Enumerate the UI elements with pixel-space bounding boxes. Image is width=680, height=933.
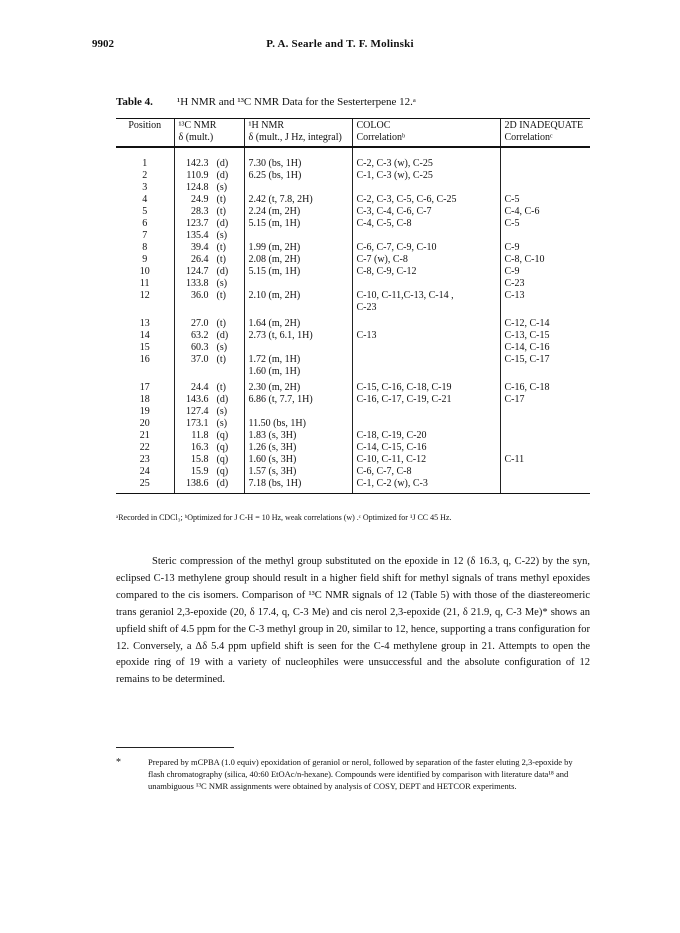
cell-position: 19 — [139, 406, 150, 417]
cell-c13: 138.6 (d) — [174, 478, 244, 494]
table-row — [116, 394, 590, 406]
header-position: Position — [116, 119, 174, 148]
cell-inadequate: C-14, C-16 — [500, 342, 590, 354]
cell-position: 8 — [142, 242, 148, 253]
cell-h1 — [244, 230, 352, 242]
table-row — [116, 194, 590, 206]
header-h1: ¹H NMR δ (mult., J Hz, integral) — [244, 119, 352, 148]
cell-coloc: C-10, C-11,C-13, C-14 , C-23 — [352, 290, 500, 314]
cell-inadequate: C-15, C-17 — [500, 354, 590, 378]
cell-position: 22 — [139, 442, 150, 453]
cell-c13: 24.9 (t) — [174, 194, 244, 206]
cell-coloc: C-6, C-7, C-8 — [352, 466, 500, 478]
footnote-divider — [116, 747, 234, 748]
cell-coloc — [352, 406, 500, 418]
cell-position: 14 — [139, 330, 150, 341]
table-row — [116, 418, 590, 430]
cell-h1: 6.25 (bs, 1H) — [244, 170, 352, 182]
cell-c13: 24.4 (t) — [174, 378, 244, 394]
cell-coloc: C-14, C-15, C-16 — [352, 442, 500, 454]
cell-h1 — [244, 182, 352, 194]
cell-position: 5 — [142, 206, 148, 217]
cell-h1: 6.86 (t, 7.7, 1H) — [244, 394, 352, 406]
cell-position: 24 — [139, 466, 150, 477]
cell-position: 12 — [139, 290, 150, 301]
cell-h1: 7.18 (bs, 1H) — [244, 478, 352, 494]
footnote-marker: * — [116, 757, 121, 768]
header-coloc: COLOC Correlationᵇ — [352, 119, 500, 148]
cell-inadequate — [500, 466, 590, 478]
cell-coloc — [352, 354, 500, 378]
cell-h1: 1.64 (m, 2H) — [244, 314, 352, 330]
cell-h1: 2.42 (t, 7.8, 2H) — [244, 194, 352, 206]
cell-h1: 2.30 (m, 2H) — [244, 378, 352, 394]
cell-c13: 124.7 (d) — [174, 266, 244, 278]
cell-position: 3 — [142, 182, 148, 193]
cell-h1: 5.15 (m, 1H) — [244, 218, 352, 230]
cell-c13: 16.3 (q) — [174, 442, 244, 454]
cell-inadequate — [500, 478, 590, 494]
cell-h1: 5.15 (m, 1H) — [244, 266, 352, 278]
cell-h1: 1.57 (s, 3H) — [244, 466, 352, 478]
table-row — [116, 466, 590, 478]
cell-inadequate: C-9 — [500, 242, 590, 254]
cell-position: 15 — [139, 342, 150, 353]
table-row — [116, 218, 590, 230]
cell-coloc: C-16, C-17, C-19, C-21 — [352, 394, 500, 406]
cell-inadequate: C-17 — [500, 394, 590, 406]
header-inadequate: 2D INADEQUATE Correlationᶜ — [500, 119, 590, 148]
cell-c13: 26.4 (t) — [174, 254, 244, 266]
cell-coloc — [352, 278, 500, 290]
cell-c13: 15.9 (q) — [174, 466, 244, 478]
cell-inadequate — [500, 170, 590, 182]
cell-position: 2 — [142, 170, 148, 181]
cell-inadequate: C-5 — [500, 194, 590, 206]
cell-inadequate — [500, 182, 590, 194]
table-row — [116, 342, 590, 354]
table-row — [116, 330, 590, 342]
cell-inadequate — [500, 230, 590, 242]
table-footnote: ᵃRecorded in CDCl₃; ᵇOptimized for J C-H = 10 Hz, weak correlations (w) .ᶜ Optimized for ¹J CC 45 Hz. — [116, 513, 452, 522]
cell-c13: 63.2 (d) — [174, 330, 244, 342]
cell-c13: 143.6 (d) — [174, 394, 244, 406]
cell-inadequate: C-23 — [500, 278, 590, 290]
cell-position: 6 — [142, 218, 148, 229]
cell-h1: 1.26 (s, 3H) — [244, 442, 352, 454]
cell-h1: 1.72 (m, 1H) 1.60 (m, 1H) — [244, 354, 352, 378]
cell-coloc — [352, 342, 500, 354]
cell-c13: 127.4 (s) — [174, 406, 244, 418]
cell-coloc — [352, 230, 500, 242]
cell-c13: 124.8 (s) — [174, 182, 244, 194]
cell-c13: 142.3 (d) — [174, 147, 244, 170]
table-row — [116, 406, 590, 418]
cell-coloc: C-3, C-4, C-6, C-7 — [352, 206, 500, 218]
cell-position: 1 — [142, 158, 148, 169]
table-row — [116, 478, 590, 494]
cell-c13: 123.7 (d) — [174, 218, 244, 230]
cell-position: 20 — [139, 418, 150, 429]
table-row — [116, 378, 590, 394]
cell-h1: 2.10 (m, 2H) — [244, 290, 352, 314]
cell-h1: 1.99 (m, 2H) — [244, 242, 352, 254]
cell-position: 23 — [139, 454, 150, 465]
cell-coloc: C-2, C-3 (w), C-25 — [352, 147, 500, 170]
table-body — [116, 147, 590, 494]
cell-h1: 11.50 (bs, 1H) — [244, 418, 352, 430]
cell-inadequate: C-4, C-6 — [500, 206, 590, 218]
cell-position: 10 — [139, 266, 150, 277]
cell-h1 — [244, 342, 352, 354]
cell-c13: 15.8 (q) — [174, 454, 244, 466]
cell-inadequate — [500, 430, 590, 442]
body-text — [116, 554, 590, 689]
cell-position: 7 — [142, 230, 148, 241]
cell-coloc: C-6, C-7, C-9, C-10 — [352, 242, 500, 254]
cell-c13: 133.8 (s) — [174, 278, 244, 290]
cell-c13: 39.4 (t) — [174, 242, 244, 254]
cell-coloc — [352, 182, 500, 194]
table-row — [116, 266, 590, 278]
nmr-table — [116, 118, 590, 494]
cell-position: 4 — [142, 194, 148, 205]
cell-h1: 7.30 (bs, 1H) — [244, 147, 352, 170]
cell-inadequate — [500, 406, 590, 418]
table-row — [116, 242, 590, 254]
cell-coloc — [352, 314, 500, 330]
body-paragraph: Steric compression of the methyl group substituted on the epoxide in 12 (δ 16.3, q, C-22) by the syn, eclipsed C-13 methylene group should result in a higher field shift for methyl signals of trans methyl epoxides compared to the cis isomers. Comparison of ¹³C NMR signals of 12 (Table 5) with those of the diastereomeric trans geraniol 2,3-epoxide (20, δ 17.4, q, C-3 Me) and cis nerol 2,3-epoxide (21, δ 21.9, q, C-3 Me)* shows an upfield shift of 4.5 ppm for the C-3 methyl group in 20, similar to 12, hence, supporting a trans configuration for 12. Conversely, a Δδ 5.4 ppm upfield shift is seen for the C-4 methylene group in 21. Attempts to open the epoxide ring of 19 with a variety of nucleophiles were unsuccessful and the absolute configuration of 12 remains to be determined. — [116, 556, 590, 686]
cell-position: 18 — [139, 394, 150, 405]
cell-c13: 28.3 (t) — [174, 206, 244, 218]
cell-inadequate — [500, 147, 590, 170]
running-head: P. A. Searle and T. F. Molinski — [266, 38, 414, 50]
page-number: 9902 — [92, 38, 114, 50]
table-label: Table 4. — [116, 96, 153, 108]
table-title: ¹H NMR and ¹³C NMR Data for the Sesterterpene 12.ᵃ — [176, 96, 416, 108]
cell-h1: 2.73 (t, 6.1, 1H) — [244, 330, 352, 342]
cell-coloc: C-2, C-3, C-5, C-6, C-25 — [352, 194, 500, 206]
cell-coloc: C-15, C-16, C-18, C-19 — [352, 378, 500, 394]
cell-h1 — [244, 406, 352, 418]
table-row — [116, 170, 590, 182]
cell-c13: 173.1 (s) — [174, 418, 244, 430]
cell-inadequate: C-13, C-15 — [500, 330, 590, 342]
cell-c13: 135.4 (s) — [174, 230, 244, 242]
cell-c13: 27.0 (t) — [174, 314, 244, 330]
cell-position: 13 — [139, 318, 150, 329]
cell-c13: 110.9 (d) — [174, 170, 244, 182]
cell-h1: 1.83 (s, 3H) — [244, 430, 352, 442]
table-row — [116, 182, 590, 194]
table-row — [116, 254, 590, 266]
cell-inadequate: C-5 — [500, 218, 590, 230]
cell-c13: 36.0 (t) — [174, 290, 244, 314]
table-row — [116, 314, 590, 330]
cell-position: 11 — [139, 278, 150, 289]
cell-h1: 2.08 (m, 2H) — [244, 254, 352, 266]
table-row — [116, 230, 590, 242]
cell-inadequate — [500, 442, 590, 454]
cell-inadequate: C-12, C-14 — [500, 314, 590, 330]
cell-coloc: C-1, C-2 (w), C-3 — [352, 478, 500, 494]
cell-position: 16 — [139, 354, 150, 365]
table-row — [116, 430, 590, 442]
cell-coloc: C-1, C-3 (w), C-25 — [352, 170, 500, 182]
cell-inadequate: C-9 — [500, 266, 590, 278]
cell-h1: 2.24 (m, 2H) — [244, 206, 352, 218]
footnote-text: Prepared by mCPBA (1.0 equiv) epoxidation of geraniol or nerol, followed by separation of the faster eluting 2,3-epoxide by flash chromatography (silica, 40:60 EtOAc/n-hexane). Compounds were identified by comparison with literature data¹⁸ and unambiguous ¹³C NMR assignments were obtained by analysis of COSY, DEPT and HETCOR experiments. — [148, 757, 573, 791]
cell-c13: 37.0 (t) — [174, 354, 244, 378]
cell-position: 17 — [139, 382, 150, 393]
table-row — [116, 206, 590, 218]
cell-inadequate — [500, 418, 590, 430]
cell-c13: 11.8 (q) — [174, 430, 244, 442]
cell-coloc: C-7 (w), C-8 — [352, 254, 500, 266]
cell-coloc — [352, 418, 500, 430]
cell-inadequate: C-11 — [500, 454, 590, 466]
cell-inadequate: C-8, C-10 — [500, 254, 590, 266]
table-row — [116, 147, 590, 170]
cell-h1 — [244, 278, 352, 290]
table-row — [116, 454, 590, 466]
table-header-row — [116, 119, 590, 148]
table-row — [116, 354, 590, 378]
cell-position: 25 — [116, 478, 174, 494]
cell-coloc: C-18, C-19, C-20 — [352, 430, 500, 442]
cell-inadequate: C-16, C-18 — [500, 378, 590, 394]
header-c13: ¹³C NMR δ (mult.) — [174, 119, 244, 148]
cell-coloc: C-4, C-5, C-8 — [352, 218, 500, 230]
cell-position: 21 — [139, 430, 150, 441]
cell-inadequate: C-13 — [500, 290, 590, 314]
cell-position: 9 — [142, 254, 148, 265]
cell-coloc: C-13 — [352, 330, 500, 342]
table-caption — [116, 96, 416, 108]
cell-c13: 60.3 (s) — [174, 342, 244, 354]
table-row — [116, 278, 590, 290]
table-row — [116, 442, 590, 454]
cell-h1: 1.60 (s, 3H) — [244, 454, 352, 466]
table-row — [116, 290, 590, 314]
cell-coloc: C-8, C-9, C-12 — [352, 266, 500, 278]
cell-coloc: C-10, C-11, C-12 — [352, 454, 500, 466]
